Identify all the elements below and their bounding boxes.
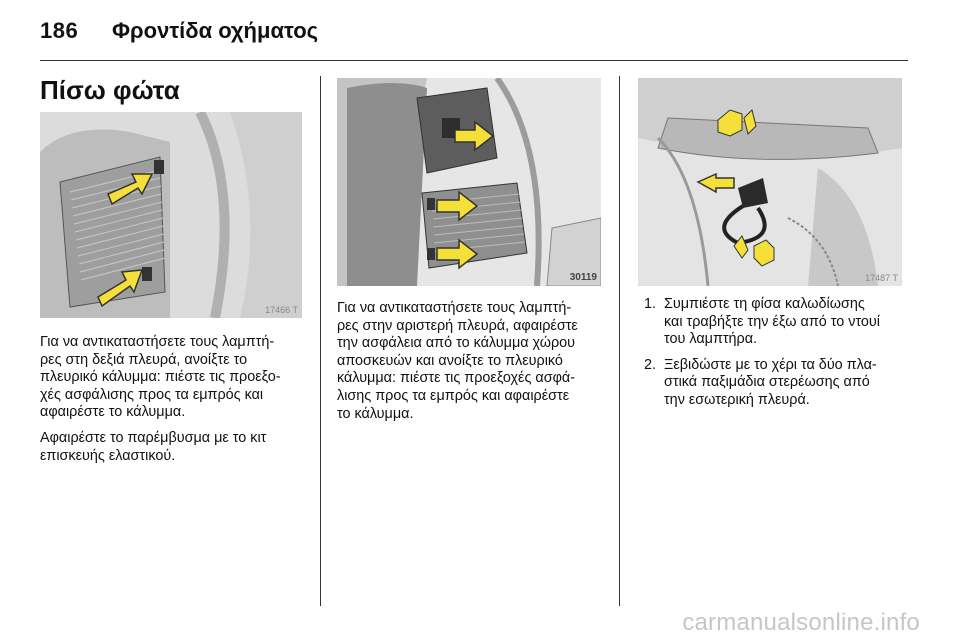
step-number: 2. [644, 356, 657, 373]
column3-steps [640, 296, 910, 418]
step-2: 2. Ξεβιδώστε με το χέρι τα δύο πλα- στικά παξιμάδια στερέωσης από την εσωτερική πλευρά. [644, 356, 877, 408]
page-header [0, 0, 960, 62]
column-divider-2 [619, 76, 620, 606]
figure-left-side-cover [337, 78, 601, 286]
column-divider-1 [320, 76, 321, 606]
watermark: carmanualsonline.info [682, 609, 920, 636]
figure-left-side-cover-drawing [337, 78, 601, 286]
figure-right-side-cover-drawing [40, 112, 302, 318]
column1-text [40, 334, 310, 473]
header-divider [40, 60, 908, 61]
page-number: 186 [40, 18, 79, 43]
chapter-title: Φροντίδα οχήματος [112, 18, 319, 43]
figure-bulb-holder [638, 78, 902, 286]
column2-paragraph: Για να αντικαταστήσετε τους λαμπτή- ρες στην αριστερή πλευρά, αφαιρέστε την ασφάλεια από το κάλυμμα χώρου αποσκευών και ανοίξτε το πλευρικό κάλυμμα: πιέστε τις προεξοχές ασφά- λισης προς τα εμπρός και αφαιρέστε το κάλυμμα. [337, 300, 578, 422]
figure-right-side-cover [40, 112, 302, 318]
figure-id-3: 17487 T [865, 273, 898, 283]
step-1: 1. Συμπιέστε τη φίσα καλωδίωσης και τραβήξτε την έξω από το ντουί του λαμπτήρα. [644, 296, 880, 348]
step-number: 1. [644, 296, 657, 312]
figure-id-1: 17466 T [265, 305, 298, 315]
figure-id-2: 30119 [569, 272, 597, 283]
figure-bulb-holder-drawing [638, 78, 902, 286]
column1-paragraph-1: Για να αντικαταστήσετε τους λαμπτή- ρες στη δεξιά πλευρά, ανοίξτε το πλευρικό κάλυμμα: πιέστε τις προεξο- χές ασφάλισης προς τα εμπρός και αφαιρέστε το κάλυμμα. [40, 334, 281, 421]
column2-text [337, 300, 612, 431]
section-title: Πίσω φώτα [40, 75, 180, 105]
column1-paragraph-2: Αφαιρέστε το παρέμβυσμα με το κιτ επισκευής ελαστικού. [40, 429, 267, 464]
